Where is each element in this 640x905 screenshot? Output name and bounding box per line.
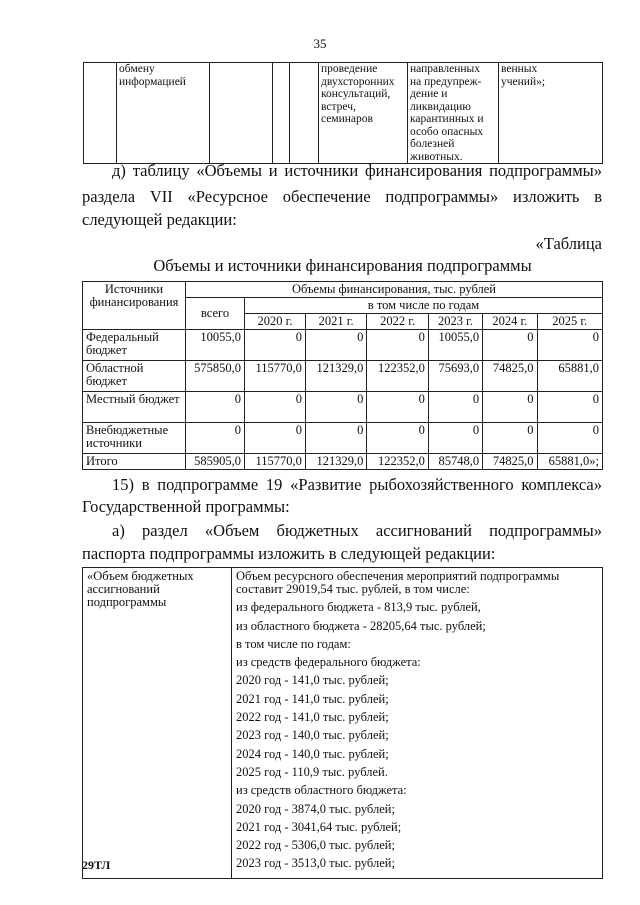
row-value: 0 <box>483 423 537 454</box>
paragraph-line: 15) в подпрограмме 19 «Развитие рыбохозяйственного комплекса» <box>112 475 602 494</box>
row-value: 0 <box>483 330 537 361</box>
row-value: 0 <box>537 330 603 361</box>
table-row <box>83 392 603 423</box>
table-row <box>83 423 603 454</box>
table-row <box>83 330 603 361</box>
passport-label: «Объем бюджетных ассигнований подпрограммы <box>83 568 232 879</box>
row-value: 122352,0 <box>367 454 428 470</box>
row-value: 0 <box>428 392 482 423</box>
continued-table <box>83 62 603 164</box>
row-value: 0 <box>245 330 306 361</box>
row-value: 10055,0 <box>428 330 482 361</box>
finance-table <box>82 281 603 470</box>
table-cell <box>84 63 117 164</box>
row-value: 0 <box>537 423 603 454</box>
row-value: 0 <box>245 392 306 423</box>
row-value: 0 <box>305 423 366 454</box>
passport-line: 2022 год - 141,0 тыс. рублей; <box>236 710 389 725</box>
table-title: Объемы и источники финансирования подпрограммы <box>153 256 532 275</box>
header-by-years: в том числе по годам <box>245 298 603 314</box>
header-source: Источники финансирования <box>83 282 186 330</box>
footer-code: 29ТЛ <box>82 858 111 872</box>
passport-line: в том числе по годам: <box>236 636 351 651</box>
row-value: 0 <box>367 392 428 423</box>
row-value: 0 <box>305 392 366 423</box>
passport-line: 2025 год - 110,9 тыс. рублей. <box>236 764 388 779</box>
row-value: 75693,0 <box>428 361 482 392</box>
table-cell <box>210 63 273 164</box>
paragraph-line: следующей редакции: <box>82 210 237 229</box>
row-source: Местный бюджет <box>83 392 186 423</box>
year-header: 2025 г. <box>537 314 603 330</box>
row-value: 121329,0 <box>305 454 366 470</box>
row-value: 115770,0 <box>245 361 306 392</box>
row-value: 0 <box>537 392 603 423</box>
passport-line: из областного бюджета - 28205,64 тыс. рублей; <box>236 618 486 633</box>
passport-table <box>82 567 603 879</box>
passport-line: из средств областного бюджета: <box>236 783 407 798</box>
passport-content <box>232 568 603 879</box>
table-row <box>83 454 603 470</box>
row-value: 0 <box>245 423 306 454</box>
row-value: 85748,0 <box>428 454 482 470</box>
row-value: 65881,0»; <box>537 454 603 470</box>
row-value: 122352,0 <box>367 361 428 392</box>
table-cell: обмену информацией <box>117 63 210 164</box>
paragraph-line: Государственной программы: <box>82 497 290 516</box>
row-value: 0 <box>367 330 428 361</box>
year-header: 2023 г. <box>428 314 482 330</box>
row-value: 115770,0 <box>245 454 306 470</box>
header-total: всего <box>186 298 245 330</box>
table-cell <box>273 63 290 164</box>
table-row <box>83 361 603 392</box>
paragraph-line: паспорта подпрограммы изложить в следующей редакции: <box>82 544 496 563</box>
year-header: 2024 г. <box>483 314 537 330</box>
row-source: Итого <box>83 454 186 470</box>
table-cell: направленных на предупреж- дение и ликвидацию карантинных и особо опасных болезней животных. <box>408 63 499 164</box>
header-volumes: Объемы финансирования, тыс. рублей <box>186 282 603 298</box>
row-value: 10055,0 <box>186 330 245 361</box>
row-value: 121329,0 <box>305 361 366 392</box>
page-number: 35 <box>313 36 327 51</box>
paragraph-line: д) таблицу «Объемы и источники финансирования подпрограммы» <box>112 161 602 180</box>
passport-line: 2022 год - 5306,0 тыс. рублей; <box>236 838 395 853</box>
paragraph-line: а) раздел «Объем бюджетных ассигнований подпрограммы» <box>112 521 602 540</box>
row-value: 0 <box>186 423 245 454</box>
row-value: 65881,0 <box>537 361 603 392</box>
passport-line: из средств федерального бюджета: <box>236 655 421 670</box>
paragraph-line: раздела VII «Ресурсное обеспечение подпрограммы» изложить в <box>82 187 602 206</box>
row-value: 0 <box>305 330 366 361</box>
year-header: 2021 г. <box>305 314 366 330</box>
row-value: 0 <box>483 392 537 423</box>
row-value: 585905,0 <box>186 454 245 470</box>
passport-line: 2020 год - 3874,0 тыс. рублей; <box>236 801 395 816</box>
table-cell: венных учений»; <box>499 63 603 164</box>
row-value: 74825,0 <box>483 454 537 470</box>
row-source: Областной бюджет <box>83 361 186 392</box>
table-cell <box>290 63 319 164</box>
row-value: 74825,0 <box>483 361 537 392</box>
passport-line: из федерального бюджета - 813,9 тыс. рублей, <box>236 600 481 615</box>
passport-line: 2021 год - 3041,64 тыс. рублей; <box>236 819 402 834</box>
row-source: Внебюджетные источники <box>83 423 186 454</box>
table-cell: проведение двухсторонних консультаций, встреч, семинаров <box>319 63 408 164</box>
row-value: 0 <box>186 392 245 423</box>
row-value: 0 <box>367 423 428 454</box>
passport-line: 2020 год - 141,0 тыс. рублей; <box>236 673 389 688</box>
table-label: «Таблица <box>535 234 602 253</box>
passport-line: Объем ресурсного обеспечения мероприятий подпрограммы составит 29019,54 тыс. рублей, в том числе: <box>236 569 560 596</box>
passport-line: 2024 год - 140,0 тыс. рублей; <box>236 746 389 761</box>
passport-line: 2021 год - 141,0 тыс. рублей; <box>236 691 389 706</box>
row-source: Федеральный бюджет <box>83 330 186 361</box>
year-header: 2020 г. <box>245 314 306 330</box>
passport-line: 2023 год - 3513,0 тыс. рублей; <box>236 856 395 871</box>
row-value: 575850,0 <box>186 361 245 392</box>
row-value: 0 <box>428 423 482 454</box>
passport-line: 2023 год - 140,0 тыс. рублей; <box>236 728 389 743</box>
year-header: 2022 г. <box>367 314 428 330</box>
